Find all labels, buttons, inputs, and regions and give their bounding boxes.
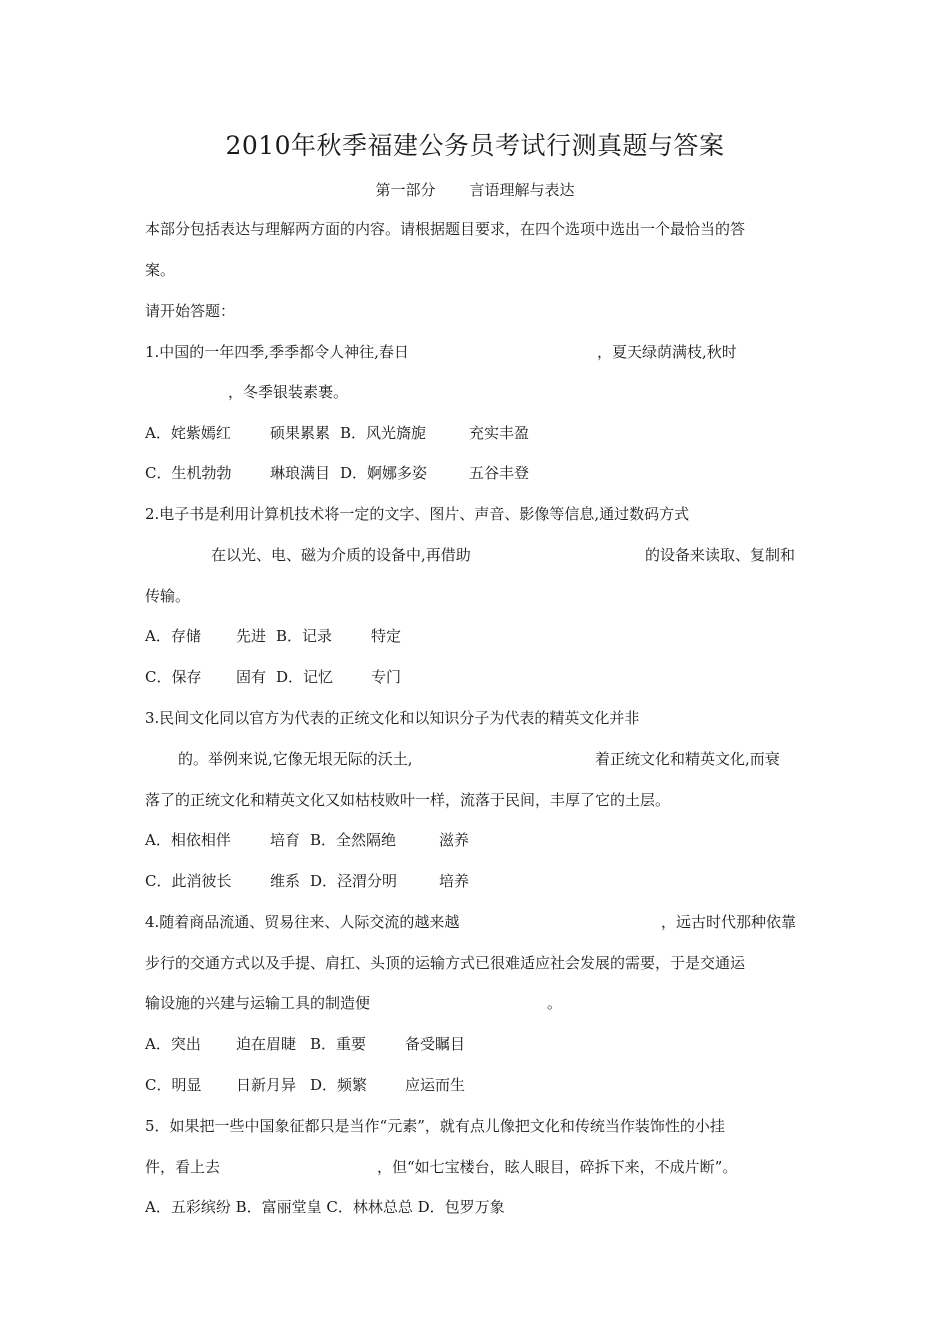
q4-stem-part5: 。 bbox=[547, 994, 563, 1012]
q2-stem-part3: 的设备来读取、复制和 bbox=[645, 546, 796, 564]
q3-stem-part4: 落了的正统文化和精英文化又如枯枝败叶一样，流落于民间，丰厚了它的土层。 bbox=[145, 791, 671, 809]
q1-stem-part3: ，冬季银装素裹。 bbox=[228, 383, 349, 401]
q3-stem-part1: 3.民间文化同以官方为代表的正统文化和以知识分子为代表的精英文化并非 bbox=[145, 709, 640, 727]
q1-option-d: D．婀娜多姿 bbox=[340, 464, 428, 482]
q4-stem-part3: 步行的交通方式以及手提、肩扛、头顶的运输方式已很难适应社会发展的需要，于是交通运 bbox=[145, 954, 746, 972]
section-label: 第一部分 bbox=[375, 181, 436, 199]
start-prompt: 请开始答题： bbox=[145, 302, 236, 320]
q2-options-row1 bbox=[145, 625, 401, 646]
q4-option-d: D．频繁 bbox=[310, 1076, 368, 1094]
q4-options-row2 bbox=[145, 1074, 465, 1095]
document-title: 2010年秋季福建公务员考试行测真题与答案 bbox=[225, 131, 725, 160]
q1-option-b: B．风光旖旎 bbox=[340, 424, 427, 442]
q5-stem-part1: 5．如果把一些中国象征都只是当作“元素”，就有点儿像把文化和传统当作装饰性的小挂 bbox=[145, 1117, 725, 1135]
q4-option-c: C．明显 bbox=[145, 1076, 202, 1094]
q3-options-row2 bbox=[145, 870, 469, 891]
q4-options-row1 bbox=[145, 1033, 465, 1054]
q1-stem-part2: ，夏天绿荫满枝,秋时 bbox=[597, 343, 737, 361]
q1-option-c: C．生机勃勃 bbox=[145, 464, 232, 482]
q1-option-d2: 五谷丰登 bbox=[469, 464, 530, 482]
q1-option-a2: 硕果累累 bbox=[270, 424, 331, 442]
q3-option-c2: 维系 bbox=[270, 872, 301, 890]
q3-option-b2: 滋养 bbox=[439, 831, 470, 849]
q2-option-a: A．存储 bbox=[145, 627, 201, 645]
q3-option-a: A．相依相伴 bbox=[145, 831, 231, 849]
q1-option-c2: 琳琅满目 bbox=[270, 464, 331, 482]
q4-option-a2: 迫在眉睫 bbox=[236, 1035, 297, 1053]
section-heading bbox=[0, 179, 950, 200]
q2-options-row2 bbox=[145, 666, 401, 687]
q3-option-d: D．泾渭分明 bbox=[310, 872, 398, 890]
q1-options-row1 bbox=[145, 422, 529, 443]
section-name: 言语理解与表达 bbox=[469, 181, 575, 199]
q3-options-row1 bbox=[145, 829, 469, 850]
q1-option-b2: 充实丰盈 bbox=[469, 424, 530, 442]
q4-stem-part1: 4.随着商品流通、贸易往来、人际交流的越来越 bbox=[145, 913, 460, 931]
q2-option-c2: 固有 bbox=[236, 668, 267, 686]
q2-stem-part2: 在以光、电、磁为介质的设备中,再借助 bbox=[211, 546, 471, 564]
intro-text-line-2: 案。 bbox=[145, 261, 176, 279]
q1-option-a: A．姹紫嫣红 bbox=[145, 424, 231, 442]
q2-option-b: B．记录 bbox=[276, 627, 333, 645]
q1-stem-part1: 1.中国的一年四季,季季都令人神往,春日 bbox=[145, 343, 409, 361]
q2-stem-part4: 传输。 bbox=[145, 587, 191, 605]
q2-option-a2: 先进 bbox=[236, 627, 267, 645]
q2-option-d2: 专门 bbox=[371, 668, 402, 686]
q3-option-c: C．此消彼长 bbox=[145, 872, 232, 890]
q4-stem-part4: 输设施的兴建与运输工具的制造便 bbox=[145, 994, 371, 1012]
q5-stem-part3: ，但“如七宝楼台，眩人眼目，碎拆下来，不成片断”。 bbox=[377, 1158, 738, 1176]
q1-options-row2 bbox=[145, 462, 529, 483]
q4-option-c2: 日新月异 bbox=[236, 1076, 297, 1094]
q2-option-c: C．保存 bbox=[145, 668, 202, 686]
q5-options: A．五彩缤纷 B．富丽堂皇 C．林林总总 D．包罗万象 bbox=[145, 1198, 505, 1216]
q4-option-a: A．突出 bbox=[145, 1035, 201, 1053]
q2-stem-part1: 2.电子书是利用计算机技术将一定的文字、图片、声音、影像等信息,通过数码方式 bbox=[145, 505, 690, 523]
q3-stem-part3: 着正统文化和精英文化,而衰 bbox=[595, 750, 780, 768]
q2-option-d: D．记忆 bbox=[276, 668, 334, 686]
q3-option-a2: 培育 bbox=[270, 831, 301, 849]
q3-option-b: B．全然隔绝 bbox=[310, 831, 397, 849]
q4-stem-part2: ，远古时代那种依靠 bbox=[661, 913, 797, 931]
q3-stem-part2: 的。举例来说,它像无垠无际的沃土, bbox=[178, 750, 413, 768]
q3-option-d2: 培养 bbox=[439, 872, 470, 890]
q2-option-b2: 特定 bbox=[371, 627, 402, 645]
q4-option-d2: 应运而生 bbox=[405, 1076, 466, 1094]
q4-option-b2: 备受瞩目 bbox=[405, 1035, 466, 1053]
q5-stem-part2: 件，看上去 bbox=[145, 1158, 221, 1176]
q4-option-b: B．重要 bbox=[310, 1035, 367, 1053]
intro-text-line-1: 本部分包括表达与理解两方面的内容。请根据题目要求，在四个选项中选出一个最恰当的答 bbox=[145, 220, 746, 238]
